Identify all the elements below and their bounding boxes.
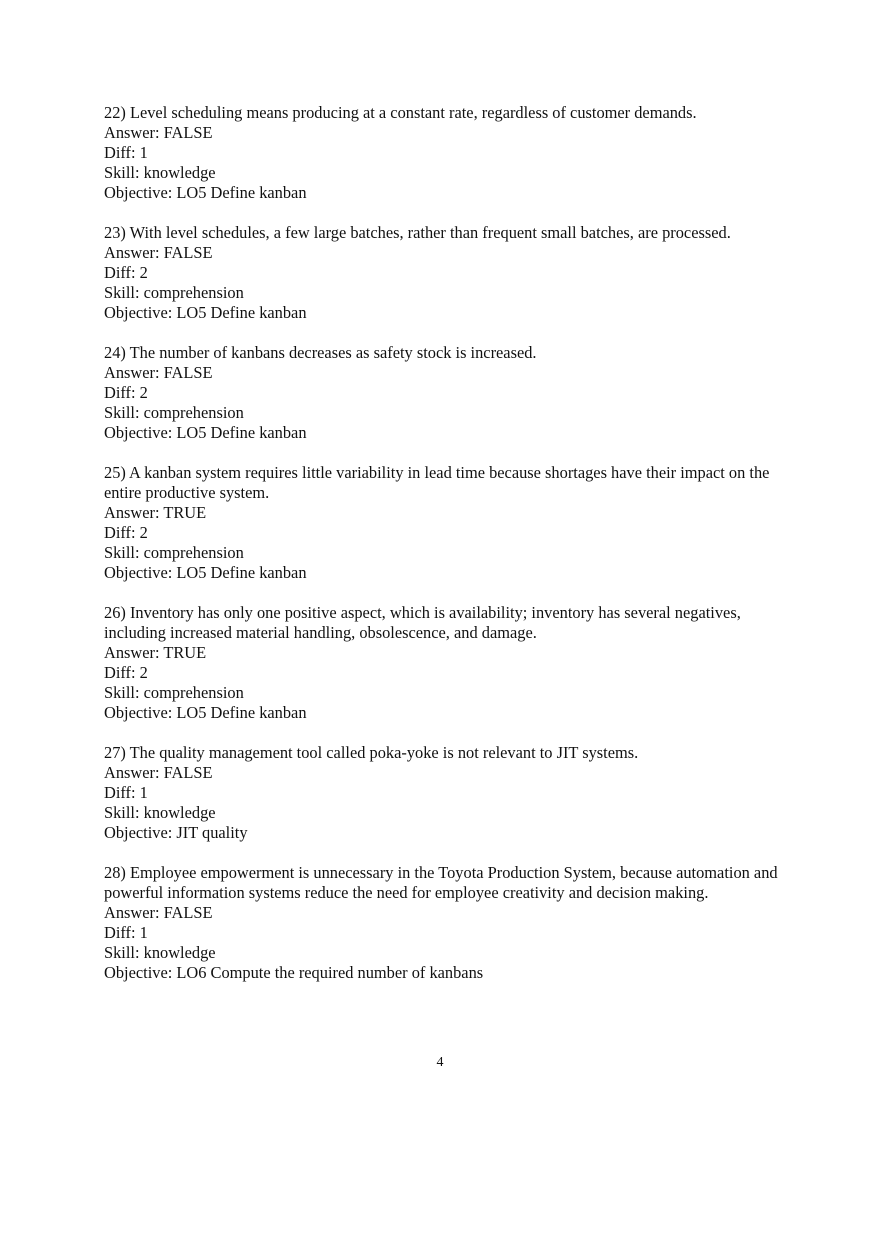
question-stem: 23) With level schedules, a few large batches, rather than frequent small batches, are processed. <box>104 223 731 242</box>
question-stem: 27) The quality management tool called poka-yoke is not relevant to JIT systems. <box>104 743 639 762</box>
objective-line: Objective: LO5 Define kanban <box>104 303 307 322</box>
difficulty-line: Diff: 2 <box>104 383 148 402</box>
objective-line: Objective: LO5 Define kanban <box>104 563 307 582</box>
answer-line: Answer: TRUE <box>104 643 207 662</box>
question-stem: 28) Employee empowerment is unnecessary in the Toyota Production System, because automation and powerful information systems reduce the need for employee creativity and decision making. <box>104 863 778 902</box>
difficulty-line: Diff: 2 <box>104 663 148 682</box>
answer-line: Answer: FALSE <box>104 363 213 382</box>
skill-line: Skill: comprehension <box>104 283 244 302</box>
answer-line: Answer: FALSE <box>104 763 213 782</box>
question-stem: 25) A kanban system requires little variability in lead time because shortages have their impact on the entire productive system. <box>104 463 770 502</box>
difficulty-line: Diff: 1 <box>104 143 148 162</box>
question-28 <box>104 863 794 983</box>
question-24 <box>104 343 794 443</box>
objective-line: Objective: JIT quality <box>104 823 248 842</box>
question-27 <box>104 743 794 843</box>
question-stem: 22) Level scheduling means producing at a constant rate, regardless of customer demands. <box>104 103 697 122</box>
question-stem: 26) Inventory has only one positive aspect, which is availability; inventory has several negatives, including increased material handling, obsolescence, and damage. <box>104 603 741 642</box>
objective-line: Objective: LO6 Compute the required number of kanbans <box>104 963 484 982</box>
question-22 <box>104 103 794 203</box>
skill-line: Skill: comprehension <box>104 683 244 702</box>
difficulty-line: Diff: 1 <box>104 783 148 802</box>
answer-line: Answer: FALSE <box>104 903 213 922</box>
objective-line: Objective: LO5 Define kanban <box>104 423 307 442</box>
answer-line: Answer: TRUE <box>104 503 207 522</box>
question-list <box>104 103 794 1003</box>
skill-line: Skill: comprehension <box>104 543 244 562</box>
question-26 <box>104 603 794 723</box>
answer-line: Answer: FALSE <box>104 243 213 262</box>
objective-line: Objective: LO5 Define kanban <box>104 703 307 722</box>
question-25 <box>104 463 794 583</box>
difficulty-line: Diff: 2 <box>104 263 148 282</box>
skill-line: Skill: knowledge <box>104 163 216 182</box>
skill-line: Skill: knowledge <box>104 803 216 822</box>
skill-line: Skill: knowledge <box>104 943 216 962</box>
answer-line: Answer: FALSE <box>104 123 213 142</box>
objective-line: Objective: LO5 Define kanban <box>104 183 307 202</box>
difficulty-line: Diff: 2 <box>104 523 148 542</box>
skill-line: Skill: comprehension <box>104 403 244 422</box>
page-number: 4 <box>436 1055 444 1070</box>
difficulty-line: Diff: 1 <box>104 923 148 942</box>
question-stem: 24) The number of kanbans decreases as safety stock is increased. <box>104 343 537 362</box>
question-23 <box>104 223 794 323</box>
